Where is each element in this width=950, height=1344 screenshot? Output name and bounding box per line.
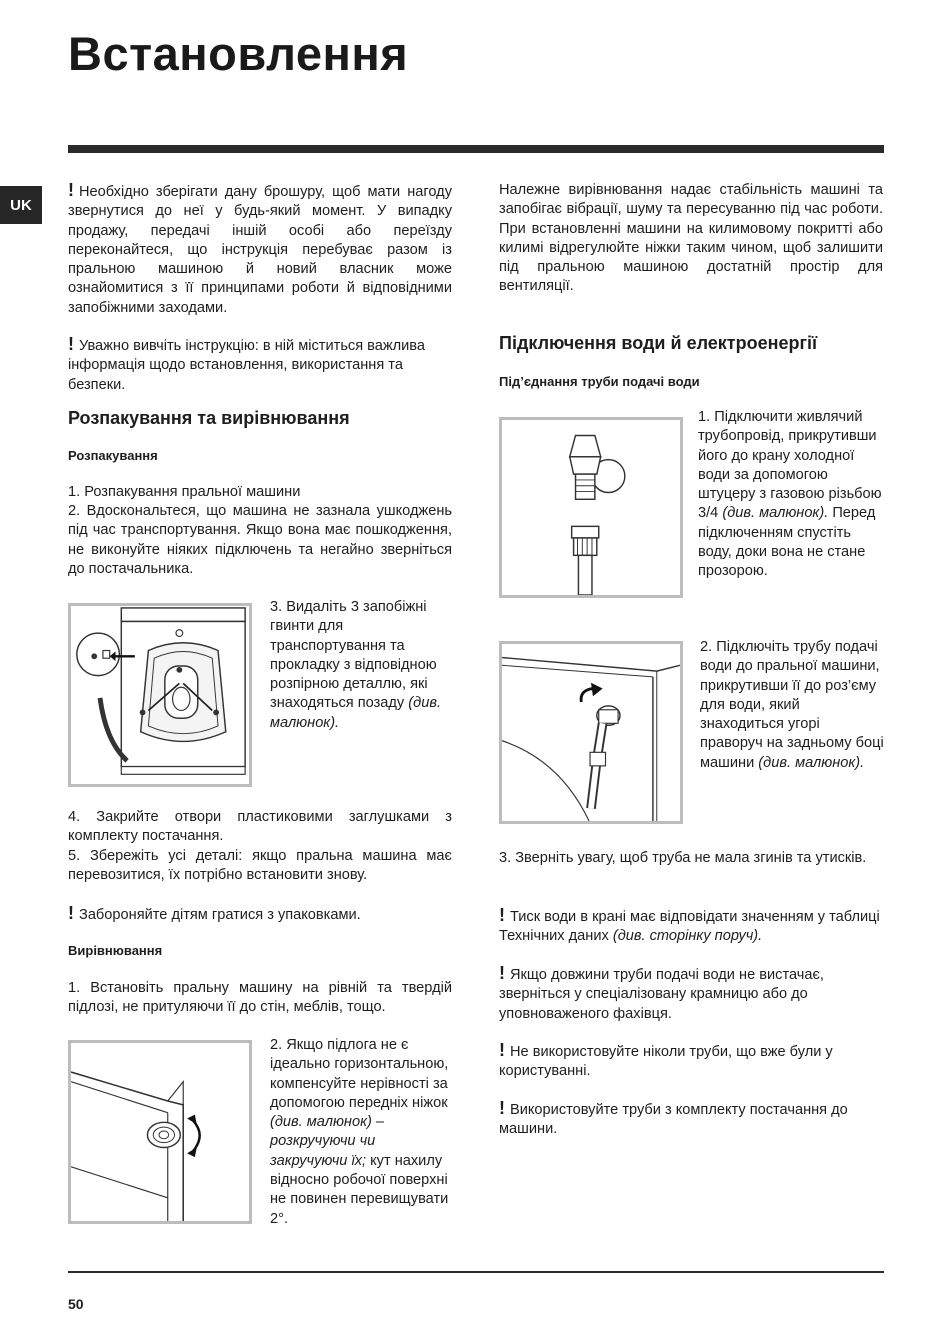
adjustable-foot-illustration xyxy=(71,1043,249,1221)
warning-icon: ! xyxy=(499,1040,505,1060)
warning-icon: ! xyxy=(499,1098,505,1118)
footer-divider xyxy=(68,1271,884,1273)
leveling-note: Належне вирівнювання надає стабільність машині та запобігає вібрації, шуму та пересуванню під час роботи. При встановленні машини на килимовому покритті або килимі відрегулюйте ніжки таким чином, щоб залишити під пральною машиною достатній простір для вентиляції. xyxy=(499,182,883,295)
leveling-feet-figure xyxy=(68,1040,252,1224)
machine-inlet-figure xyxy=(499,641,683,824)
hose-step-2: 2. Підключіть трубу подачі води до пральної машини, прикрутивши її до роз’єму для води, який знаходиться угорі праворуч на задньому боці машини (див. малюнок). xyxy=(700,639,884,771)
washer-back-illustration xyxy=(71,606,249,784)
warning-icon: ! xyxy=(68,334,74,354)
unpack-level-heading: Розпакування та вирівнювання xyxy=(68,408,350,428)
children-warning: ! Забороняйте дітям гратися з упаковками. xyxy=(68,903,361,923)
intro-warning-2: ! Уважно вивчіть інструкцію: в ній міститься важлива інформація щодо встановлення, використання та безпеки. xyxy=(68,334,426,393)
unpack-step-1: 1. Розпакування пральної машини xyxy=(68,484,301,500)
level-step-1: 1. Встановіть пральну машину на рівній та твердій підлозі, не притуляючи її до стін, меблів, тощо. xyxy=(68,980,452,1016)
page-title: Встановлення xyxy=(68,27,409,80)
hose-step-1: 1. Підключити живлячий трубопровід, прикрутивши його до крану холодної води за допомогою штуцеру з газовою різьбою 3/4 (див. малюнок). Перед підключенням спустіть воду, доки вона не стане прозорою. xyxy=(698,409,882,580)
language-tab: UK xyxy=(0,186,42,224)
warning-icon: ! xyxy=(499,963,505,983)
warning-icon: ! xyxy=(68,903,74,923)
water-electric-heading: Підключення води й електроенергії xyxy=(499,333,818,353)
unpack-step-2: 2. Вдоскональтеся, що машина не зазнала ушкоджень під час транспортування. Якщо вона має пошкодження, не виконуйте ніяких підключень та негайно зверніться до постачальника. xyxy=(68,503,452,577)
tap-fitting-illustration xyxy=(502,420,680,595)
warning-icon: ! xyxy=(68,180,74,200)
pressure-warning: ! Тиск води в крані має відповідати значенням у таблиці Технічних даних (див. сторінку поруч). xyxy=(499,905,880,945)
inlet-hose-illustration xyxy=(502,644,680,821)
used-hoses-warning: ! Не використовуйте ніколи труби, що вже були у користуванні. xyxy=(499,1040,833,1080)
unpack-step-3: 3. Видаліть 3 запобіжні гвинти для транспортування та прокладку з відповідною розпірною деталлю, які знаходяться позаду (див. малюнок). xyxy=(270,599,442,731)
warning-icon: ! xyxy=(499,905,505,925)
transport-bolts-figure xyxy=(68,603,252,787)
supplied-hoses-warning: ! Використовуйте труби з комплекту постачання до машини. xyxy=(499,1098,848,1138)
leveling-subheading: Вирівнювання xyxy=(68,943,163,958)
level-step-2: 2. Якщо підлога не є ідеально горизонтальною, компенсуйте нерівності за допомогою передніх ніжок (див. малюнок) – розкручуючи чи закручуючи їх; кут нахилу відносно робочої поверхні не повинен перевищувати 2°. xyxy=(270,1037,449,1227)
hose-length-warning: ! Якщо довжини труби подачі води не вистачає, зверніться у спеціалізовану крамницю або до уповноваженого фахівця. xyxy=(499,963,824,1022)
unpack-step-5: 5. Збережіть усі деталі: якщо пральна машина має перевозитися, їх потрібно встановити знову. xyxy=(68,848,452,884)
hose-subheading: Під’єднання труби подачі води xyxy=(499,374,700,389)
unpack-step-4: 4. Закрийте отвори пластиковими заглушками з комплекту постачання. xyxy=(68,809,452,845)
unpack-subheading: Розпакування xyxy=(68,448,158,463)
page-number: 50 xyxy=(68,1296,84,1312)
intro-warning-1: ! Необхідно зберігати дану брошуру, щоб мати нагоду звернутися до неї у будь-який момент. У випадку продажу, передачі іншій особі або переїзду переконайтеся, що інструкція перебуває разом із пральною машиною й новий власник може ознайомитися з її принципами роботи й відповідними запобіжними заходами. xyxy=(68,180,452,316)
tap-connection-figure xyxy=(499,417,683,598)
title-divider xyxy=(68,145,884,153)
hose-step-3: 3. Зверніть увагу, щоб труба не мала згинів та утисків. xyxy=(499,850,867,866)
